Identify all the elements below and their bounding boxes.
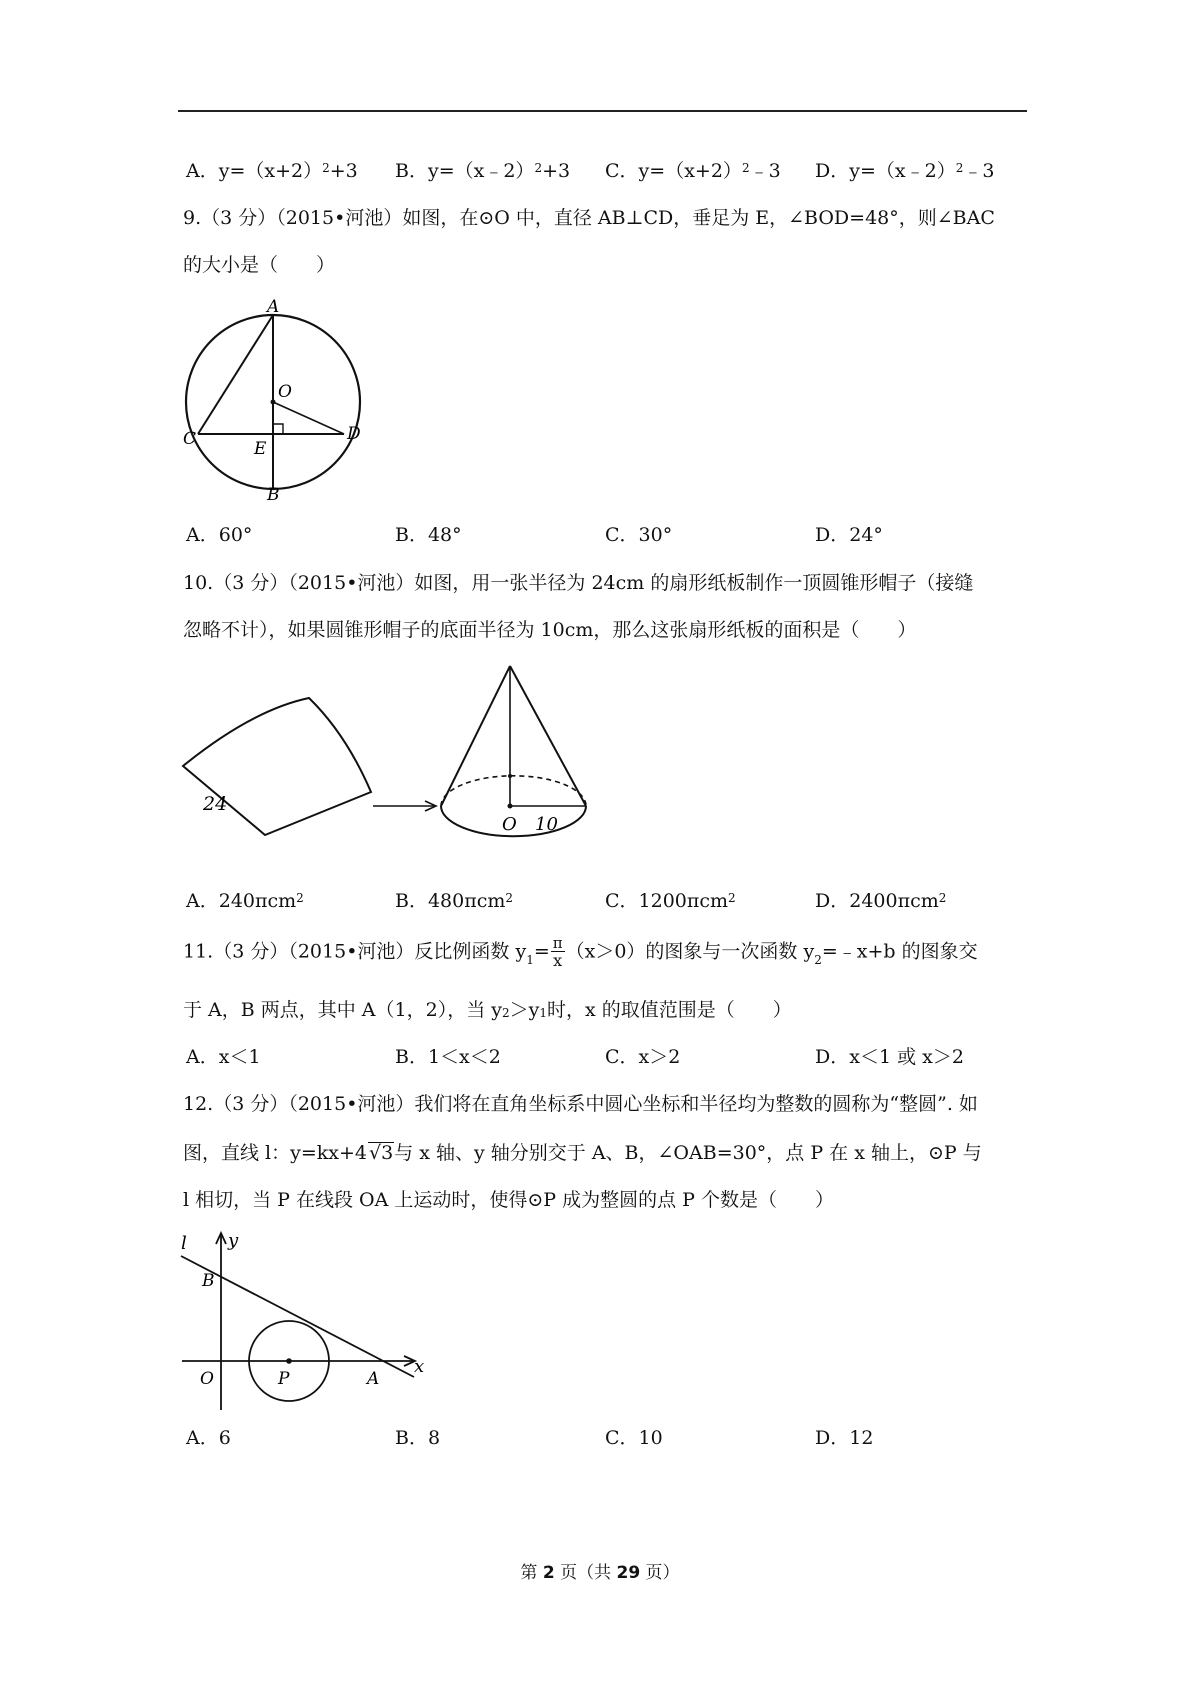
q10-option-d: D．2400πcm$^2$ xyxy=(815,890,947,912)
q12-stem-line-1: 12.（3 分）（2015•河池）我们将在直角坐标系中圆心坐标和半径均为整数的圆称为“整圆”. 如 xyxy=(183,1093,978,1115)
center-p-dot xyxy=(286,1358,292,1364)
label-x: x xyxy=(414,1356,425,1377)
cone-base-back xyxy=(441,776,586,806)
q11-stem-line-1: 11.（3 分）（2015•河池）反比例函数 $y_1=$ $\frac{\pi}{x}$ （x＞0）的图象与一次函数 $y_2=﹣x+b$ 的图象交 xyxy=(183,934,978,970)
label-y: y xyxy=(228,1230,239,1251)
line-l xyxy=(181,1256,414,1377)
q9-stem-line-1: 9.（3 分）（2015•河池）如图，在⊙O 中，直径 AB⊥CD，垂足为 E，∠BOD=48°，则∠BAC xyxy=(183,207,995,229)
q9-circle-figure xyxy=(180,298,380,503)
cone-upper-dot xyxy=(508,774,512,778)
header-rule xyxy=(178,110,1027,112)
q10-stem-line-2: 忽略不计），如果圆锥形帽子的底面半径为 10cm，那么这张扇形纸板的面积是（ ） xyxy=(183,619,917,641)
cone-slant-right xyxy=(510,666,586,806)
page-number: 2 xyxy=(542,1563,555,1583)
q9-option-b: B．48° xyxy=(395,524,462,546)
q11-stem-line-2: 于 A，B 两点，其中 A（1，2），当 $y_2>y_1$时，x 的取值范围是（ ） xyxy=(183,999,792,1021)
inverse-fraction: $\frac{\pi}{x}$ xyxy=(552,934,563,970)
q10-sector-cone-figure xyxy=(180,658,600,858)
q11-option-b: B．1＜x＜2 xyxy=(395,1046,501,1068)
sqrt-symbol: √3 xyxy=(369,1142,394,1164)
label-p: P xyxy=(278,1369,290,1389)
q12-option-a: A．6 xyxy=(186,1427,231,1449)
q8-option-b: B．y=（x﹣2）$^2$+3 xyxy=(395,160,571,182)
label-o: O xyxy=(278,382,292,402)
label-b: B xyxy=(202,1271,215,1291)
cone-center-dot xyxy=(508,804,513,809)
q8-option-d: D．y=（x﹣2）$^2$﹣3 xyxy=(815,160,995,182)
sector-radius-label: 24 xyxy=(203,793,228,815)
q11-option-c: C．x＞2 xyxy=(605,1046,681,1068)
q9-stem-line-2: 的大小是（ ） xyxy=(183,254,336,276)
label-e: E xyxy=(254,439,267,459)
q10-stem-line-1: 10.（3 分）（2015•河池）如图，用一张半径为 24cm 的扇形纸板制作一顶圆锥形帽子（接缝 xyxy=(183,572,974,594)
q9-option-d: D．24° xyxy=(815,524,883,546)
q10-option-c: C．1200πcm$^2$ xyxy=(605,890,736,912)
label-a: A xyxy=(367,1369,380,1389)
q12-stem-line-2: 图，直线 l：y=kx+4 √3与 x 轴、y 轴分别交于 A、B，∠OAB=30°，点 P 在 x 轴上，⊙P 与 xyxy=(183,1142,982,1164)
center-dot xyxy=(271,400,276,405)
q9-option-a: A．60° xyxy=(186,524,253,546)
right-angle-mark xyxy=(273,424,283,434)
cone-slant-left xyxy=(441,666,510,806)
q12-option-c: C．10 xyxy=(605,1427,663,1449)
cone-center-label: O xyxy=(502,814,517,835)
q8-option-a: A．$y=(x+2)^2+3$ xyxy=(186,160,358,182)
label-o: O xyxy=(200,1369,214,1389)
q12-coordinate-figure xyxy=(178,1226,428,1416)
page-total: 29 xyxy=(616,1563,641,1583)
q12-option-d: D．12 xyxy=(815,1427,874,1449)
q11-option-a: A．x＜1 xyxy=(186,1046,261,1068)
q9-option-c: C．30° xyxy=(605,524,673,546)
q12-stem-line-3: l 相切，当 P 在线段 OA 上运动时，使得⊙P 成为整圆的点 P 个数是（ ） xyxy=(183,1189,834,1211)
q8-option-c: C．$y=(x+2)^2﹣3$ xyxy=(605,160,781,182)
cone-base-label: 10 xyxy=(535,814,558,835)
q12-option-b: B．8 xyxy=(395,1427,441,1449)
label-b: B xyxy=(267,485,280,503)
label-d: D xyxy=(347,424,361,444)
label-l: l xyxy=(181,1233,187,1254)
chord-ac xyxy=(198,315,273,434)
q10-option-a: A．240πcm$^2$ xyxy=(186,890,304,912)
q10-option-b: B．480πcm$^2$ xyxy=(395,890,514,912)
label-a: A xyxy=(267,298,280,317)
page-footer: 第 2 页（共 29 页） xyxy=(520,1563,680,1583)
q11-option-d: D．x＜1 或 x＞2 xyxy=(815,1046,964,1068)
label-c: C xyxy=(183,429,197,449)
